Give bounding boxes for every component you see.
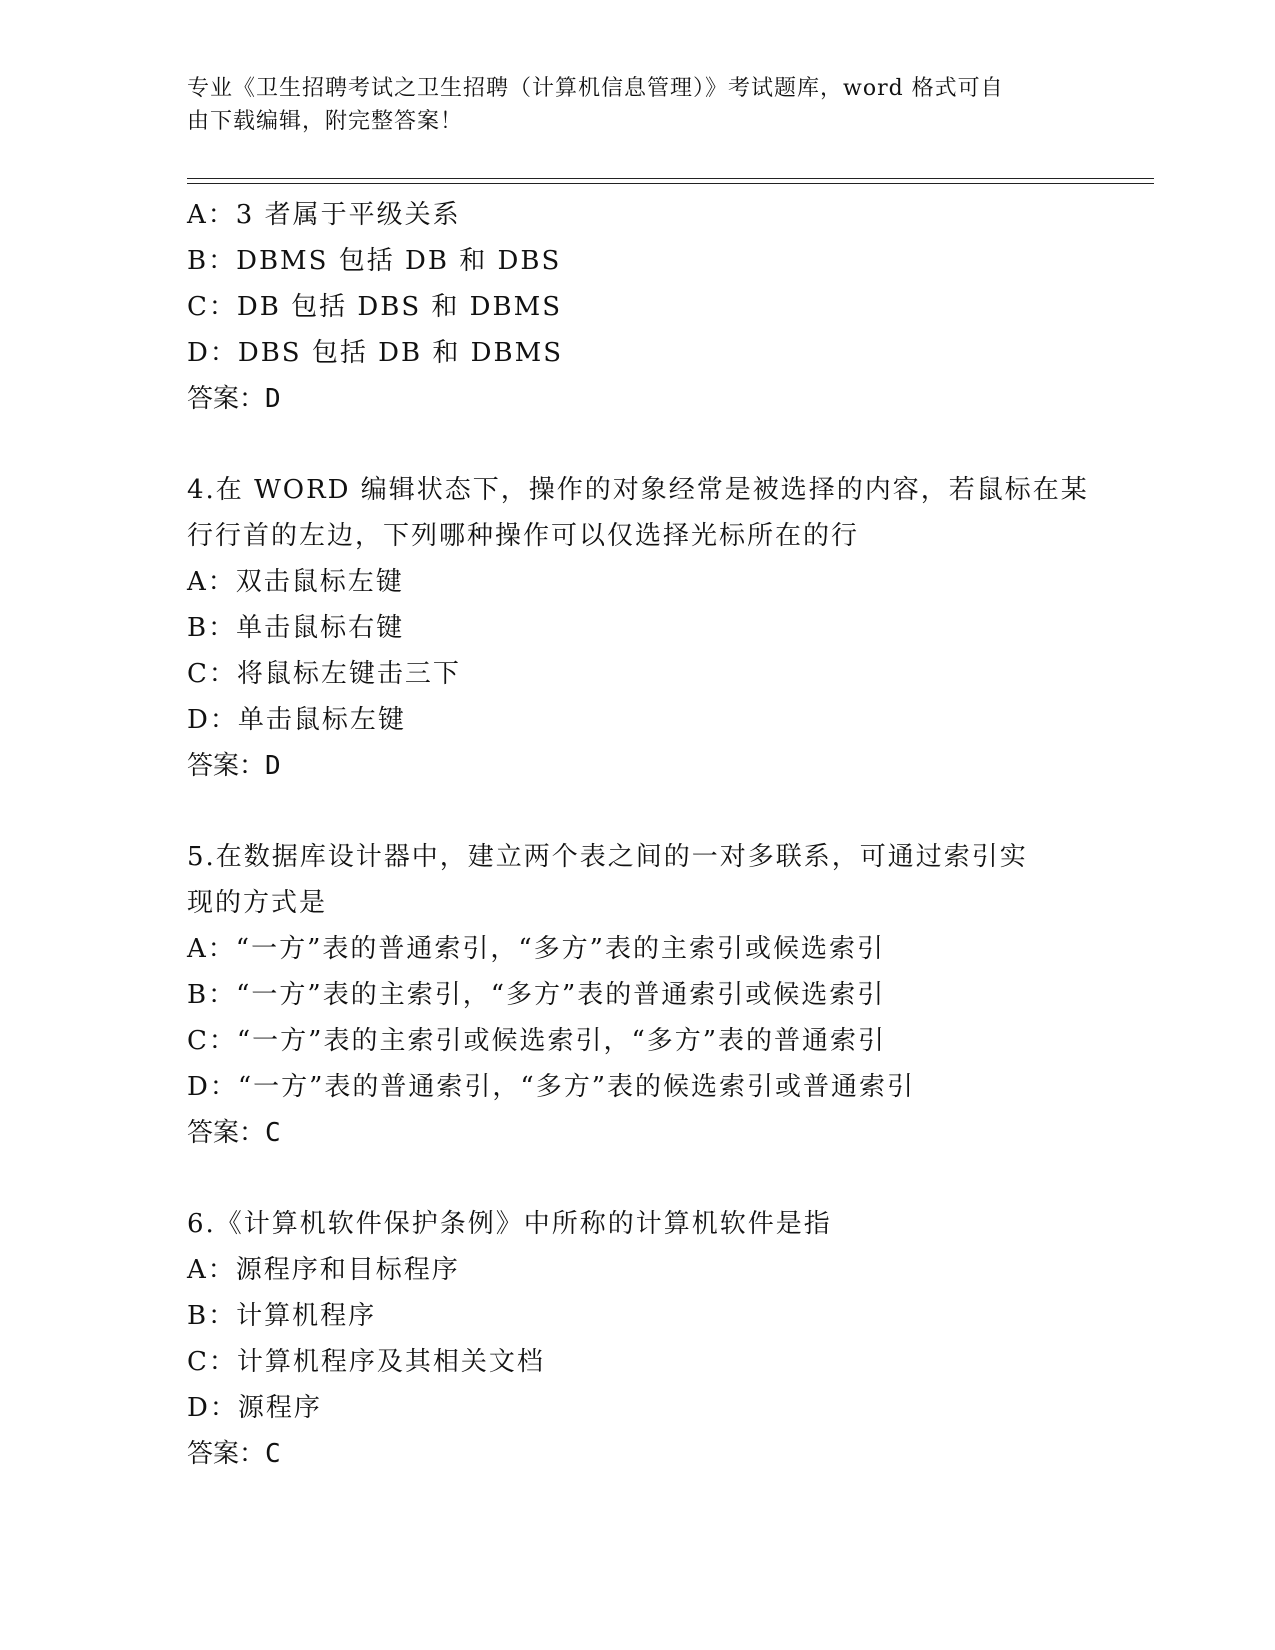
- answer: 答案：D: [187, 384, 281, 414]
- document-header: [187, 72, 1067, 138]
- option-d: D：源程序: [187, 1393, 322, 1423]
- option-c: C：“一方”表的主索引或候选索引，“多方”表的普通索引: [187, 1026, 887, 1056]
- header-divider-top: [187, 178, 1154, 179]
- header-divider-bottom: [187, 183, 1154, 184]
- question-4: [187, 467, 1167, 789]
- question-5: [187, 834, 1167, 1156]
- option-c: C：计算机程序及其相关文档: [187, 1347, 545, 1377]
- option-a: A：3 者属于平级关系: [187, 200, 461, 230]
- header-line-1: 专业《卫生招聘考试之卫生招聘（计算机信息管理）》考试题库，word 格式可自: [187, 76, 1004, 101]
- option-d: D：单击鼠标左键: [187, 705, 406, 735]
- option-a: A：“一方”表的普通索引，“多方”表的主索引或候选索引: [187, 934, 885, 964]
- option-b: B：单击鼠标右键: [187, 613, 405, 643]
- answer: 答案：C: [187, 1118, 281, 1148]
- question-3: [187, 192, 1167, 422]
- option-d: D：“一方”表的普通索引，“多方”表的候选索引或普通索引: [187, 1072, 916, 1102]
- option-c: C：DB 包括 DBS 和 DBMS: [187, 292, 563, 322]
- answer: 答案：C: [187, 1439, 281, 1469]
- spacer: [187, 789, 1167, 834]
- option-b: B：计算机程序: [187, 1301, 377, 1331]
- spacer: [187, 422, 1167, 467]
- option-b: B：“一方”表的主索引，“多方”表的普通索引或候选索引: [187, 980, 886, 1010]
- question-stem-line-2: 行行首的左边，下列哪种操作可以仅选择光标所在的行: [187, 521, 860, 551]
- option-a: A：源程序和目标程序: [187, 1255, 460, 1285]
- question-stem-line-1: 4.在 WORD 编辑状态下，操作的对象经常是被选择的内容，若鼠标在某: [187, 475, 1089, 505]
- question-stem-line-1: 6.《计算机软件保护条例》中所称的计算机软件是指: [187, 1209, 832, 1239]
- question-stem-line-1: 5.在数据库设计器中，建立两个表之间的一对多联系，可通过索引实: [187, 842, 1028, 872]
- question-6: [187, 1201, 1167, 1477]
- question-stem-line-2: 现的方式是: [187, 888, 328, 918]
- spacer: [187, 1156, 1167, 1201]
- answer: 答案：D: [187, 751, 281, 781]
- option-d: D：DBS 包括 DB 和 DBMS: [187, 338, 564, 368]
- option-a: A：双击鼠标左键: [187, 567, 404, 597]
- option-c: C：将鼠标左键击三下: [187, 659, 461, 689]
- header-line-2: 由下载编辑，附完整答案！: [187, 109, 464, 134]
- question-list: [187, 192, 1167, 1477]
- option-b: B：DBMS 包括 DB 和 DBS: [187, 246, 562, 276]
